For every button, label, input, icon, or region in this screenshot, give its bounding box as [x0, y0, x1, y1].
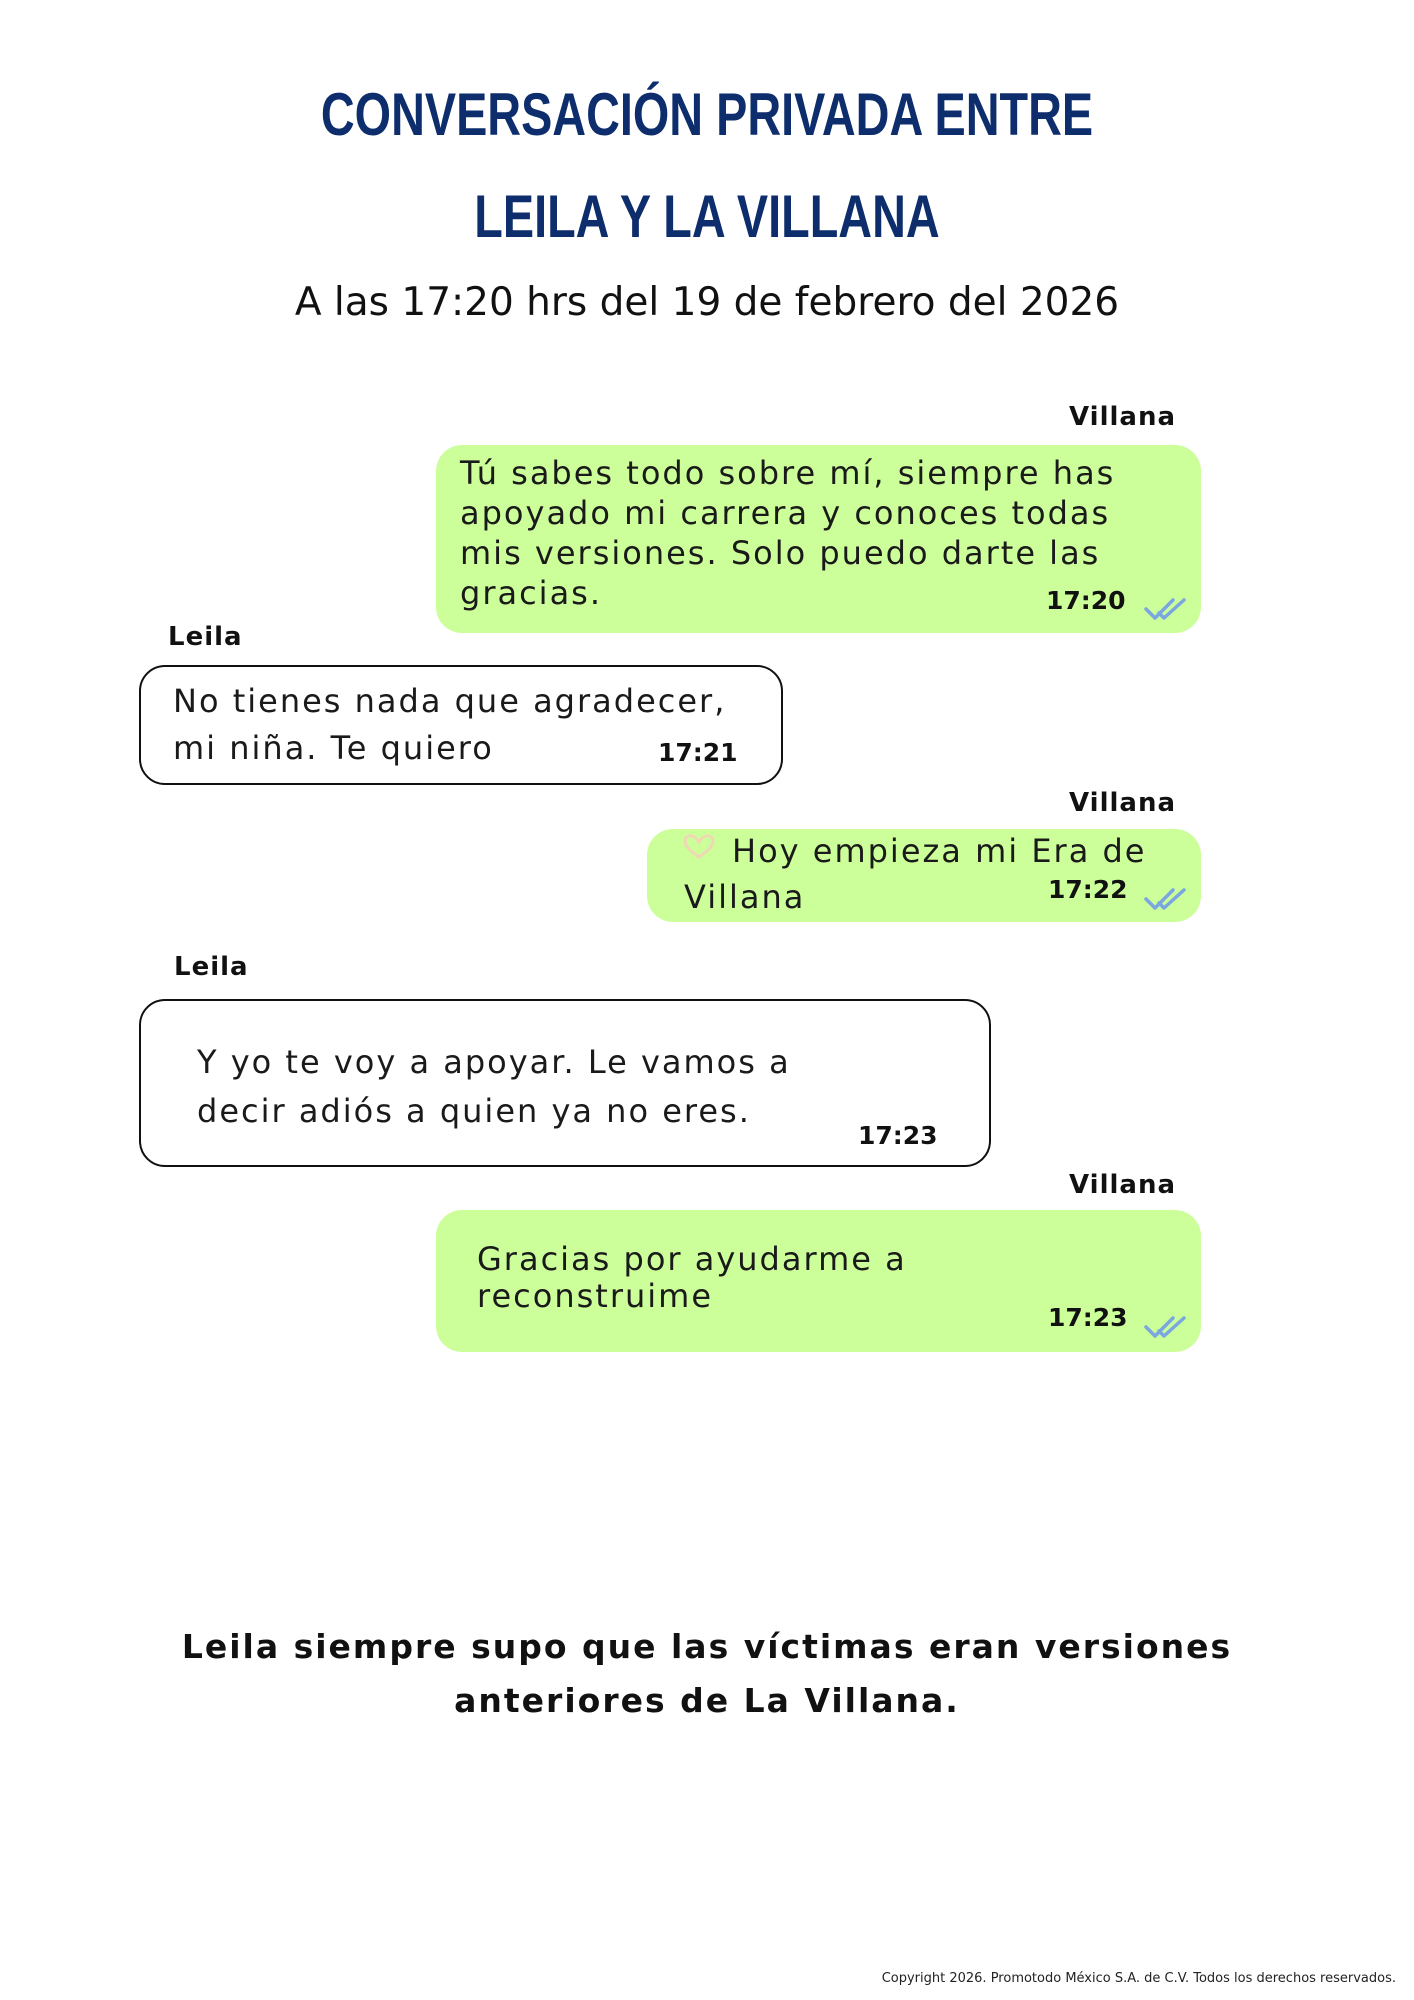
conclusion-text	[0, 1620, 1414, 1728]
message-text: No tienes nada que agradecer, mi niña. Te quiero	[173, 682, 727, 767]
sender-name: Villana	[1069, 402, 1177, 432]
sender-name: Leila	[168, 622, 243, 652]
message-text: Tú sabes todo sobre mí, siempre has apoyado mi carrera y conoces todas mis versiones. Solo puedo darte las gracias.	[460, 454, 1116, 612]
message-text: Hoy empieza mi Era de Villana	[684, 832, 1147, 916]
double-check-icon	[1144, 1314, 1188, 1340]
double-check-icon	[1144, 886, 1188, 912]
sender-name: Leila	[174, 952, 249, 982]
message-time: 17:21	[658, 738, 738, 767]
page-title-line-2: LEILA Y LA VILLANA	[474, 183, 940, 250]
message-text: Y yo te voy a apoyar. Le vamos a decir adiós a quien ya no eres.	[197, 1043, 791, 1130]
double-check-icon	[1144, 596, 1188, 622]
sender-name: Villana	[1069, 788, 1177, 818]
page-subtitle: A las 17:20 hrs del 19 de febrero del 2026	[294, 280, 1120, 325]
copyright-notice: Copyright 2026. Promotodo México S.A. de C.V. Todos los derechos reservados.	[881, 1971, 1396, 1986]
page-title-line-1: CONVERSACIÓN PRIVADA ENTRE	[320, 81, 1094, 148]
message-time: 17:23	[858, 1121, 938, 1150]
conclusion-line-2: anteriores de La Villana.	[454, 1681, 960, 1720]
conclusion-line-1: Leila siempre supo que las víctimas eran versiones	[181, 1627, 1233, 1666]
message-time: 17:23	[1048, 1303, 1128, 1332]
message-time: 17:22	[1048, 875, 1128, 904]
message-time: 17:20	[1046, 586, 1126, 615]
sender-name: Villana	[1069, 1170, 1177, 1200]
message-text: Gracias por ayudarme a reconstruime	[477, 1240, 907, 1315]
